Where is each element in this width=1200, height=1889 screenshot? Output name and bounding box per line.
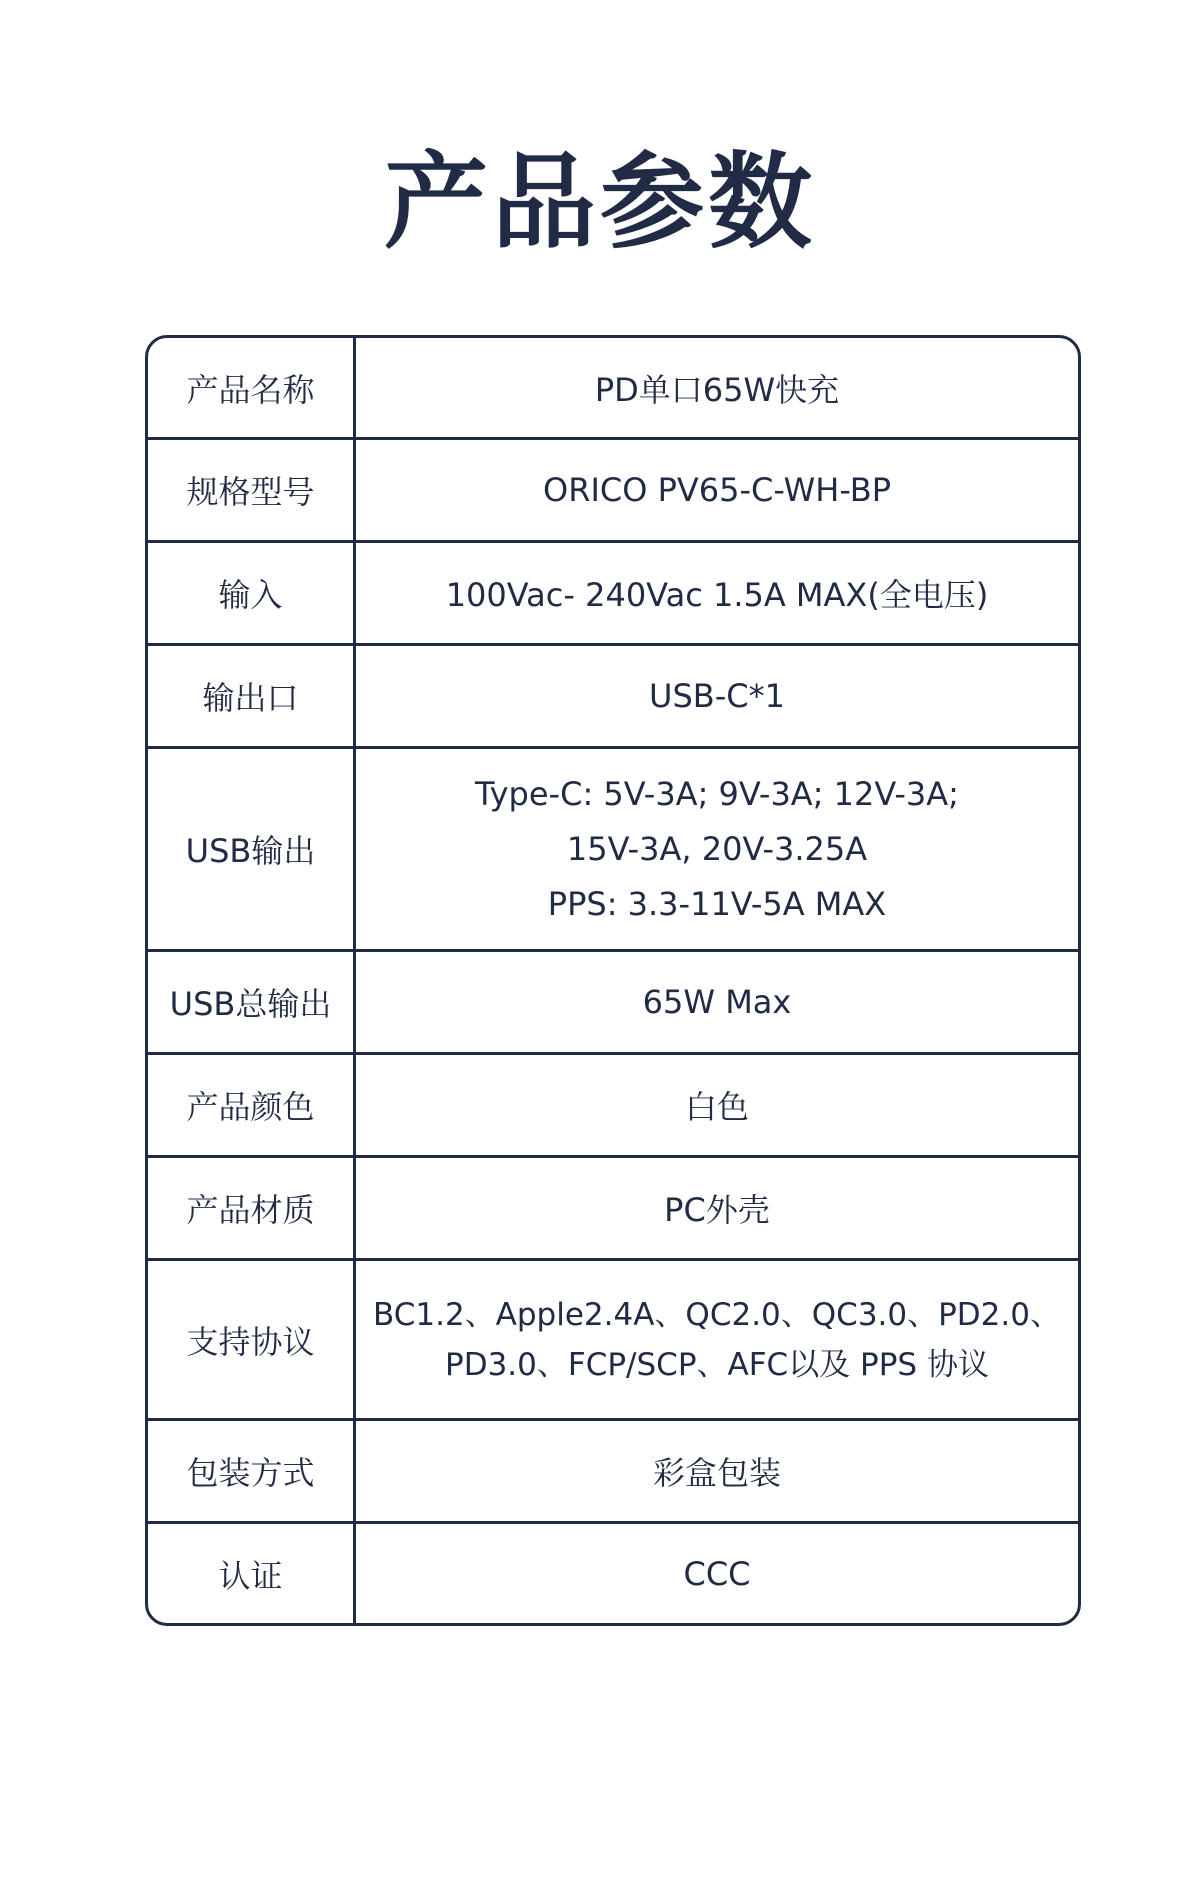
- spec-value: [356, 338, 1078, 437]
- spec-label: USB输出: [148, 749, 356, 949]
- spec-row-packaging: [148, 1421, 1078, 1524]
- spec-value-line: 白色: [684, 1088, 749, 1126]
- spec-value-line: 15V-3A, 20V-3.25A: [566, 829, 868, 868]
- spec-label: 产品颜色: [148, 1055, 356, 1155]
- spec-label: 产品材质: [148, 1158, 356, 1258]
- spec-value-line: ORICO PV65-C-WH-BP: [543, 471, 891, 509]
- spec-value: [356, 646, 1078, 746]
- spec-value: [356, 1421, 1078, 1521]
- spec-row-certification: [148, 1524, 1078, 1623]
- page-title: 产品参数: [383, 141, 816, 263]
- spec-value: [356, 1524, 1078, 1623]
- spec-value: [356, 1055, 1078, 1155]
- spec-label: 规格型号: [148, 440, 356, 540]
- spec-label: 认证: [148, 1524, 356, 1623]
- spec-value-line: PD3.0、FCP/SCP、AFC以及 PPS 协议: [445, 1346, 989, 1383]
- spec-value-line: PD单口65W快充: [594, 370, 840, 409]
- spec-row-usb-output: [148, 749, 1078, 952]
- spec-row-output-port: [148, 646, 1078, 749]
- spec-value-line: PC外壳: [664, 1191, 770, 1229]
- spec-row-usb-total-output: [148, 952, 1078, 1055]
- spec-label: 输入: [148, 543, 356, 643]
- spec-label: 产品名称: [148, 338, 356, 437]
- spec-value: [356, 1261, 1078, 1418]
- spec-value: [356, 749, 1078, 949]
- spec-table: [145, 335, 1081, 1626]
- spec-row-color: [148, 1055, 1078, 1158]
- spec-row-input: [148, 543, 1078, 646]
- spec-value-line: PPS: 3.3-11V-5A MAX: [547, 884, 887, 923]
- spec-value-line: BC1.2、Apple2.4A、QC2.0、QC3.0、PD2.0、: [373, 1296, 1061, 1333]
- spec-row-model: [148, 440, 1078, 543]
- spec-label: 支持协议: [148, 1261, 356, 1418]
- spec-value: [356, 440, 1078, 540]
- spec-value-line: 彩盒包装: [652, 1454, 781, 1492]
- spec-value: [356, 952, 1078, 1052]
- spec-value: [356, 1158, 1078, 1258]
- spec-label: 输出口: [148, 646, 356, 746]
- spec-row-product-name: [148, 338, 1078, 440]
- spec-value-line: Type-C: 5V-3A; 9V-3A; 12V-3A;: [475, 774, 959, 813]
- spec-value: [356, 543, 1078, 643]
- spec-row-protocols: [148, 1261, 1078, 1421]
- spec-value-line: 100Vac- 240Vac 1.5A MAX(全电压): [445, 576, 989, 614]
- spec-value-line: 65W Max: [642, 983, 792, 1021]
- spec-value-line: CCC: [683, 1554, 751, 1593]
- spec-label: USB总输出: [148, 952, 356, 1052]
- spec-label: 包装方式: [148, 1421, 356, 1521]
- spec-value-line: USB-C*1: [649, 677, 785, 715]
- spec-row-material: [148, 1158, 1078, 1261]
